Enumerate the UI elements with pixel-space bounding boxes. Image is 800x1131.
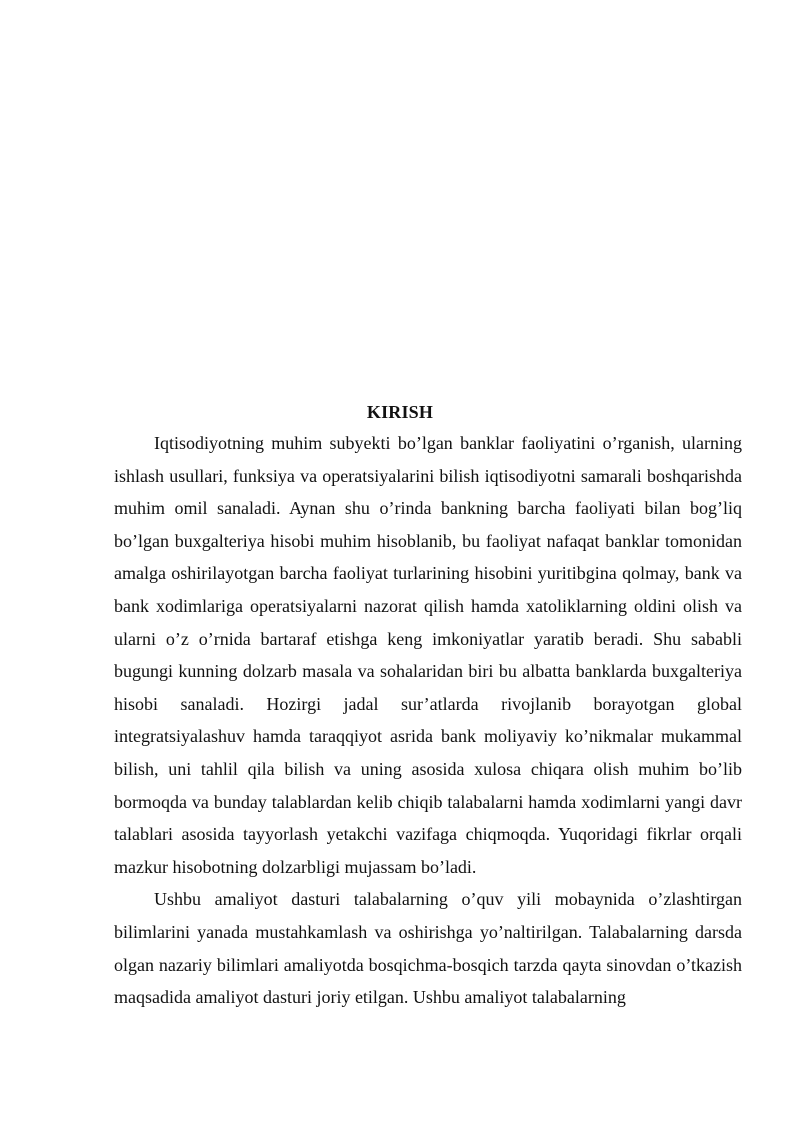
body-text — [114, 427, 742, 1014]
section-heading: KIRISH — [366, 402, 434, 422]
paragraph-2: Ushbu amaliyot dasturi talabalarning o’quv yili mobaynida o’zlashtirgan bilimlarini yanada mustahkamlash va oshirishga yo’naltirilgan. Talabalarning darsda olgan nazariy bilimlari amaliyotda bosqichma-bosqich tarzda qayta sinovdan o’tkazish maqsadida amaliyot dasturi joriy etilgan. Ushbu amaliyot talabalarning — [114, 889, 742, 1008]
paragraph-1: Iqtisodiyotning muhim subyekti bo’lgan banklar faoliyatini o’rganish, ularning ishlash usullari, funksiya va operatsiyalarini bilish iqtisodiyotni samarali boshqarishda muhim omil sanaladi. Aynan shu o’rinda bankning barcha faoliyati bilan bog’liq bo’lgan buxgalteriya hisobi muhim hisoblanib, bu faoliyat nafaqat banklar tomonidan amalga oshirilayotgan barcha faoliyat turlarining hisobini yuritibgina qolmay, bank va bank xodimlariga operatsiyalarni nazorat qilish hamda xatoliklarning oldini olish va ularni o’z o’rnida bartaraf etishga keng imkoniyatlar yaratib beradi. Shu sababli bugungi kunning dolzarb masala va sohalaridan biri bu albatta banklarda buxgalteriya hisobi sanaladi. Hozirgi jadal sur’atlarda rivojlanib borayotgan global integratsiyalashuv hamda taraqqiyot asrida bank moliyaviy ko’nikmalar mukammal bilish, uni tahlil qila bilish va uning asosida xulosa chiqara olish muhim bo’lib bormoqda va bunday talablardan kelib chiqib talabalarni hamda xodimlarni yangi davr talablari asosida tayyorlash yetakchi vazifaga chiqmoqda. Yuqoridagi fikrlar orqali mazkur hisobotning dolzarbligi mujassam bo’ladi. — [114, 433, 742, 877]
